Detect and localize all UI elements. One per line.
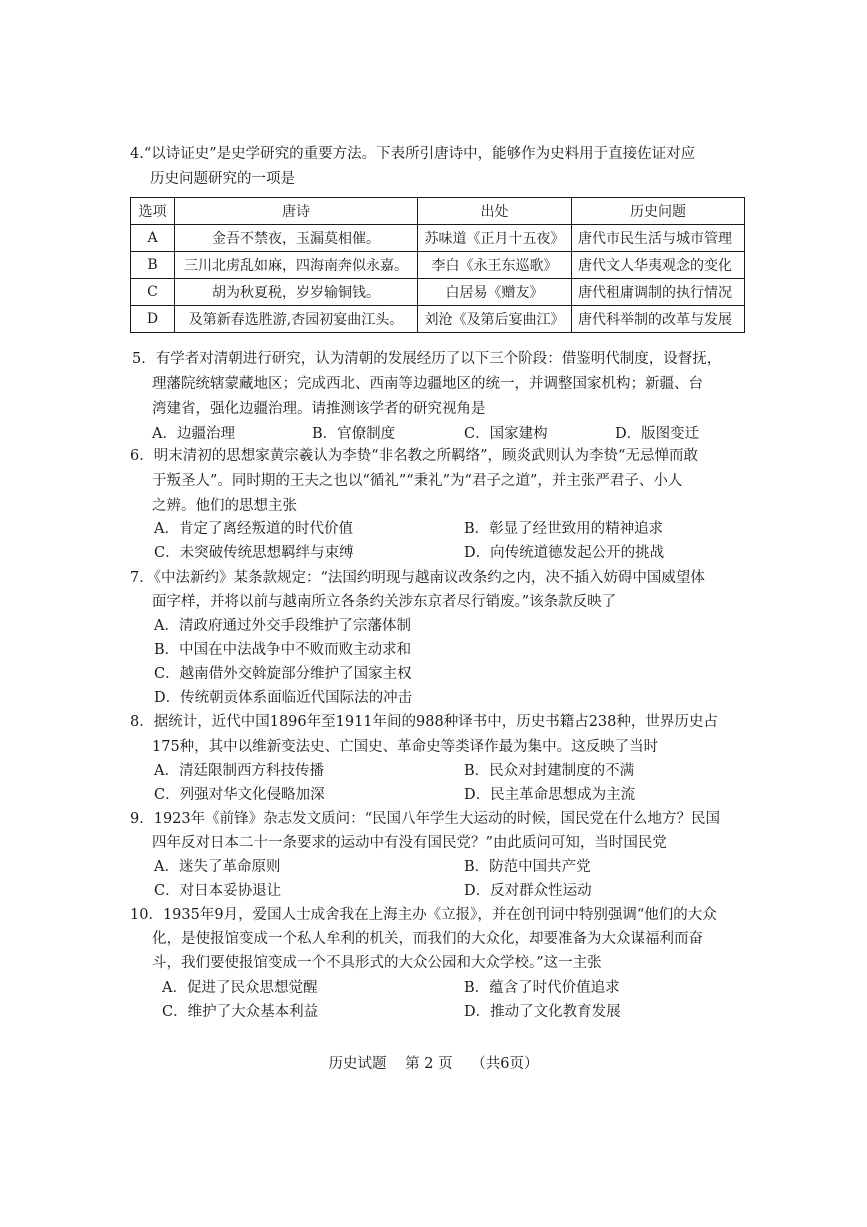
question-8-stem-cont: 175种，其中以维新变法史、亡国史、革命史等类译作最为集中。这反映了当时 bbox=[152, 739, 659, 755]
q5-option-b[interactable]: B．官僚制度 bbox=[312, 426, 396, 442]
q10-option-d[interactable]: D．推动了文化教育发展 bbox=[464, 1004, 621, 1020]
q8-option-a[interactable]: A．清廷限制西方科技传播 bbox=[154, 763, 324, 779]
table-cell-source: 苏味道《正月十五夜》 bbox=[418, 225, 572, 252]
question-8-stem: 8．据统计，近代中国1896年至1911年间的988种译书中，历史书籍占238种，世界历史占 bbox=[130, 714, 718, 730]
table-header-row bbox=[131, 198, 745, 225]
poem-table bbox=[130, 197, 745, 333]
table-row bbox=[131, 279, 745, 306]
table-cell-poem: 及第新春选胜游,杏园初宴曲江头。 bbox=[175, 306, 418, 333]
table-cell-source: 李白《永王东巡歌》 bbox=[418, 252, 572, 279]
question-6-stem-cont: 之辨。他们的思想主张 bbox=[152, 498, 297, 514]
question-4-stem: 4.“以诗证史”是史学研究的重要方法。下表所引唐诗中，能够作为史料用于直接佐证对应 bbox=[130, 146, 696, 162]
q9-option-d[interactable]: D．反对群众性运动 bbox=[464, 883, 592, 899]
question-5-stem: 5．有学者对清朝进行研究，认为清朝的发展经历了以下三个阶段：借鉴明代制度，设督抚， bbox=[132, 351, 722, 367]
table-header-cell: 历史问题 bbox=[572, 198, 745, 225]
table-cell-source: 刘沧《及第后宴曲江》 bbox=[418, 306, 572, 333]
table-cell-issue: 唐代市民生活与城市管理 bbox=[572, 225, 745, 252]
question-5-stem-cont: 湾建省，强化边疆治理。请推测该学者的研究视角是 bbox=[152, 401, 486, 417]
question-4-stem-cont: 历史问题研究的一项是 bbox=[150, 171, 295, 187]
question-9-stem-cont: 四年反对日本二十一条要求的运动中有没有国民党？”由此质问可知，当时国民党 bbox=[152, 835, 667, 851]
table-cell-poem: 三川北虏乱如麻，四海南奔似永嘉。 bbox=[175, 252, 418, 279]
footer-subject: 历史试题 bbox=[328, 1056, 387, 1072]
q5-option-a[interactable]: A．边疆治理 bbox=[152, 426, 235, 442]
q9-option-c[interactable]: C．对日本妥协退让 bbox=[154, 883, 282, 899]
table-header-cell: 唐诗 bbox=[175, 198, 418, 225]
q6-option-d[interactable]: D．向传统道德发起公开的挑战 bbox=[464, 545, 665, 561]
q7-option-b[interactable]: B．中国在中法战争中不败而败主动求和 bbox=[154, 642, 412, 658]
q10-option-a[interactable]: A．促进了民众思想觉醒 bbox=[162, 980, 318, 996]
question-7-stem: 7．《中法新约》某条款规定：“法国约明现与越南议改条约之内，决不插入妨碍中国威望体 bbox=[130, 570, 705, 586]
table-cell-issue: 唐代科举制的改革与发展 bbox=[572, 306, 745, 333]
question-6-stem: 6．明末清初的思想家黄宗羲认为李贽“非名教之所羁络”，顾炎武则认为李贽“无忌惮而敢 bbox=[130, 448, 698, 464]
table-cell-poem: 金吾不禁夜，玉漏莫相催。 bbox=[175, 225, 418, 252]
q5-option-c[interactable]: C．国家建构 bbox=[464, 426, 548, 442]
q8-option-d[interactable]: D．民主革命思想成为主流 bbox=[464, 787, 636, 803]
question-6-stem-cont: 于叛圣人”。同时期的王夫之也以“循礼”“秉礼”为“君子之道”，并主张严君子、小人 bbox=[152, 473, 683, 489]
table-cell-option: C bbox=[131, 279, 175, 306]
q6-option-c[interactable]: C．未突破传统思想羁绊与束缚 bbox=[154, 545, 354, 561]
footer-total-pages: （共6页） bbox=[471, 1056, 539, 1072]
q7-option-d[interactable]: D．传统朝贡体系面临近代国际法的冲击 bbox=[154, 690, 413, 706]
table-cell-issue: 唐代文人华夷观念的变化 bbox=[572, 252, 745, 279]
table-header-cell: 选项 bbox=[131, 198, 175, 225]
table-cell-option: D bbox=[131, 306, 175, 333]
question-10-stem-cont: 斗，我们要使报馆变成一个不具形式的大众公园和大众学校。”这一主张 bbox=[152, 955, 602, 971]
q10-option-b[interactable]: B．蕴含了时代价值追求 bbox=[464, 980, 620, 996]
question-5-stem-cont: 理藩院统辖蒙藏地区；完成西北、西南等边疆地区的统一，并调整国家机构；新疆、台 bbox=[152, 376, 703, 392]
question-10-stem: 10．1935年9月，爱国人士成舍我在上海主办《立报》，并在创刊词中特别强调“他们的大众 bbox=[130, 907, 717, 923]
table-cell-source: 白居易《赠友》 bbox=[418, 279, 572, 306]
table-cell-option: A bbox=[131, 225, 175, 252]
table-cell-issue: 唐代租庸调制的执行情况 bbox=[572, 279, 745, 306]
page-footer bbox=[0, 1052, 867, 1073]
table-cell-poem: 胡为秋夏税，岁岁输铜钱。 bbox=[175, 279, 418, 306]
footer-page-number: 第 2 页 bbox=[405, 1056, 453, 1072]
q6-option-a[interactable]: A．肯定了离经叛道的时代价值 bbox=[154, 521, 353, 537]
table-row bbox=[131, 225, 745, 252]
table-cell-option: B bbox=[131, 252, 175, 279]
table-row bbox=[131, 252, 745, 279]
q5-option-d[interactable]: D．版图变迁 bbox=[615, 426, 700, 442]
q7-option-c[interactable]: C．越南借外交斡旋部分维护了国家主权 bbox=[154, 666, 412, 682]
q8-option-b[interactable]: B．民众对封建制度的不满 bbox=[464, 763, 635, 779]
table-header-cell: 出处 bbox=[418, 198, 572, 225]
q7-option-a[interactable]: A．清政府通过外交手段维护了宗藩体制 bbox=[154, 618, 411, 634]
table-row bbox=[131, 306, 745, 333]
question-7-stem-cont: 面字样，并将以前与越南所立各条约关涉东京者尽行销废。”该条款反映了 bbox=[152, 594, 617, 610]
question-9-stem: 9．1923年《前锋》杂志发文质问：“民国八年学生大运动的时候，国民党在什么地方？民国 bbox=[130, 811, 721, 827]
q6-option-b[interactable]: B．彰显了经世致用的精神追求 bbox=[464, 521, 664, 537]
q9-option-a[interactable]: A．迷失了革命原则 bbox=[154, 859, 281, 875]
q8-option-c[interactable]: C．列强对华文化侵略加深 bbox=[154, 787, 325, 803]
q10-option-c[interactable]: C．维护了大众基本利益 bbox=[162, 1004, 319, 1020]
q9-option-b[interactable]: B．防范中国共产党 bbox=[464, 859, 591, 875]
question-10-stem-cont: 化，是使报馆变成一个私人牟利的机关，而我们的大众化，却要准备为大众谋福利而奋 bbox=[152, 931, 703, 947]
